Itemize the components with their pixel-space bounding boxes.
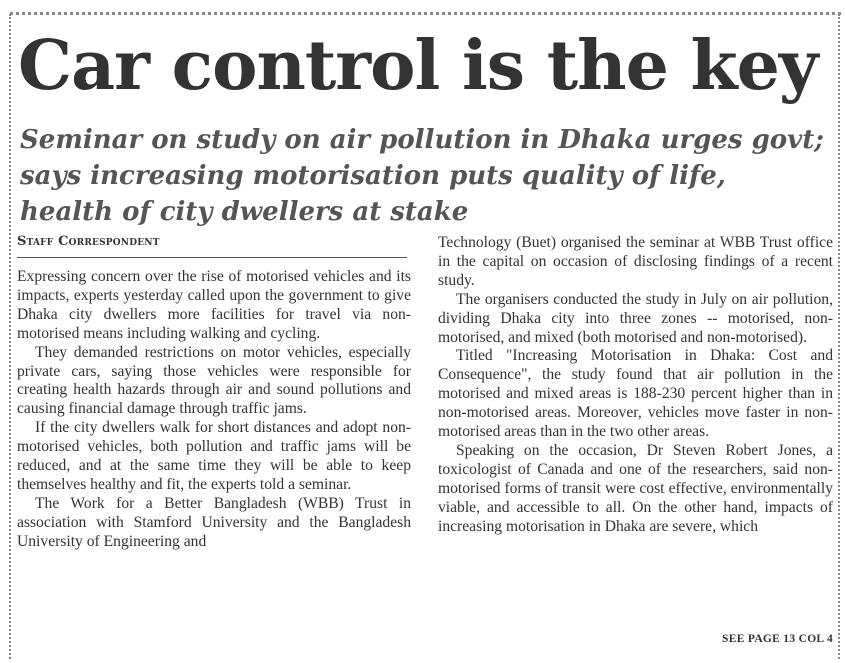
article-column-1 — [17, 268, 411, 552]
subheadline-line-3: health of city dwellers at stake — [20, 197, 469, 227]
dotted-cut-border-right — [838, 14, 840, 659]
paragraph: Technology (Buet) organised the seminar at WBB Trust office in the capital on occasion of disclosing findings of a recent study. — [438, 234, 833, 289]
dotted-cut-border-left — [9, 14, 11, 659]
article-column-2 — [438, 234, 833, 537]
paragraph: The organisers conducted the study in July on air pollution, dividing Dhaka city into three zones -- motorised, non-motorised, and mixed (both motorised and non-motorised). — [438, 290, 833, 346]
paragraph: Expressing concern over the rise of motorised vehicles and its impacts, experts yesterday called upon the government to give Dhaka city dwellers more facilities for travel via non-motorised means including walking and cycling. — [17, 268, 411, 342]
subheadline — [20, 122, 830, 230]
dotted-cut-border-top — [10, 12, 841, 15]
paragraph: They demanded restrictions on motor vehicles, especially private cars, saying those vehicles were responsible for creating health hazards through air and sound pollutions and causing financial damage through traffic jams. — [17, 343, 411, 418]
byline: Staff Correspondent — [17, 234, 160, 249]
subheadline-line-2: says increasing motorisation puts quality of life, — [20, 161, 726, 191]
byline-rule — [17, 257, 407, 258]
paragraph: Titled "Increasing Motorisation in Dhaka: Cost and Consequence", the study found that air pollution in the motorised and mixed areas is 188-230 percent higher than in non-motorised areas. Moreover, vehicles move faster in non-motorised areas than in the two other areas. — [438, 347, 833, 441]
headline: Car control is the key — [18, 26, 818, 106]
paragraph: The Work for a Better Bangladesh (WBB) Trust in association with Stamford University and the Bangladesh University of Engineering and — [17, 494, 411, 550]
subheadline-line-1: Seminar on study on air pollution in Dhaka urges govt; — [20, 125, 824, 155]
paragraph: Speaking on the occasion, Dr Steven Robert Jones, a toxicologist of Canada and one of the researchers, said non-motorised forms of transit were cost effective, environmentally viable, and accessible to all. On the other hand, impacts of increasing motorisation in Dhaka are severe, which — [438, 441, 833, 535]
paragraph: If the city dwellers walk for short distances and adopt non-motorised vehicles, both pollution and traffic jams will be reduced, and at the same time they will be able to keep themselves healthy and fit, the experts told a seminar. — [17, 419, 411, 493]
continued-on-page-note: SEE PAGE 13 COL 4 — [722, 633, 833, 645]
